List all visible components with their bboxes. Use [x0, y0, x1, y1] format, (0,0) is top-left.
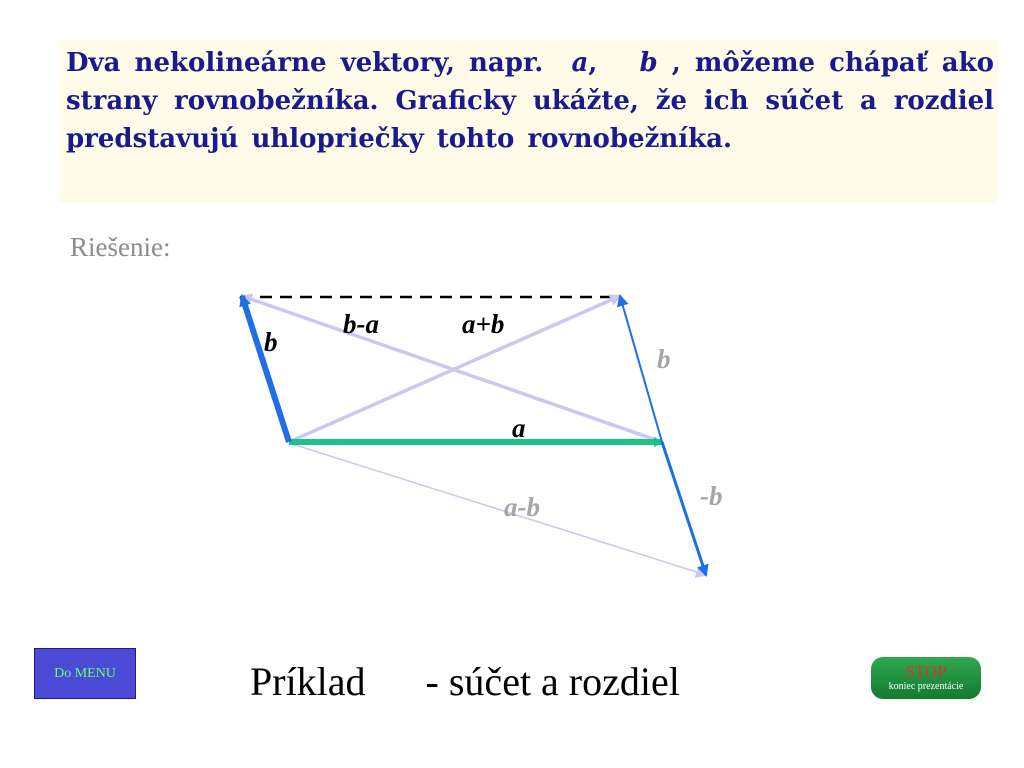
var-b: b — [639, 48, 658, 78]
solution-label: Riešenie: — [70, 232, 171, 262]
label-minus-b: -b — [700, 481, 723, 511]
vector-b-left — [242, 296, 289, 442]
task-sep: , — [588, 48, 598, 78]
label-b-minus-a: b-a — [343, 309, 379, 339]
label-b-right: b — [657, 344, 671, 374]
label-b-left: b — [264, 327, 278, 357]
stop-label: STOP — [905, 662, 947, 681]
diagonal-a-plus-b — [289, 296, 620, 442]
stop-button[interactable] — [871, 657, 981, 699]
vector-b-right — [620, 296, 662, 442]
vector-a-minus-b — [289, 443, 706, 575]
menu-button[interactable]: Do MENU — [34, 648, 136, 699]
var-a: a — [571, 48, 589, 78]
footer-title: Príklad - súčet a rozdiel — [250, 659, 680, 704]
label-a: a — [512, 413, 526, 443]
task-text-part1: Dva nekolineárne vektory, napr. — [66, 48, 544, 78]
task-text-part2: , môžeme chápať ako strany rovnobežníka. Graficky ukážte, že ich súčet a rozdiel predstavujú uhlopriečky tohto rovnobežníka. — [66, 48, 995, 154]
label-a-plus-b: a+b — [462, 309, 505, 339]
stop-sublabel: koniec prezentácie — [888, 681, 964, 692]
label-a-minus-b: a-b — [504, 492, 540, 522]
